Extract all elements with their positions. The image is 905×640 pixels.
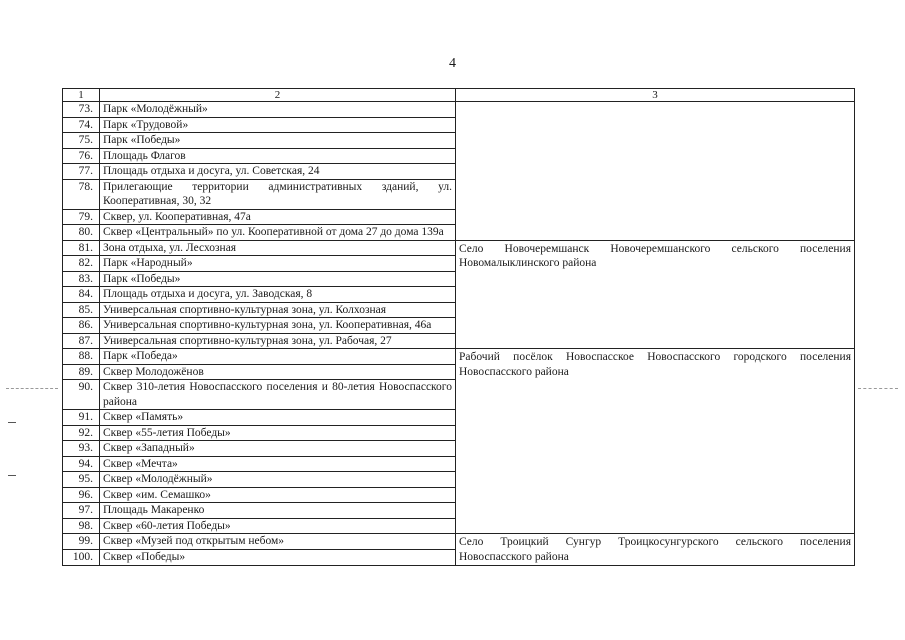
table-row bbox=[63, 240, 855, 256]
row-name: Прилегающие территории административных зданий, ул. Кооперативная, 30, 32 bbox=[100, 179, 456, 209]
row-name: Сквер «Мечта» bbox=[100, 456, 456, 472]
row-number: 85. bbox=[63, 302, 100, 318]
row-number: 91. bbox=[63, 410, 100, 426]
page-number: 4 bbox=[449, 56, 456, 71]
row-number: 98. bbox=[63, 518, 100, 534]
row-number: 96. bbox=[63, 487, 100, 503]
row-name: Универсальная спортивно-культурная зона, ул. Рабочая, 27 bbox=[100, 333, 456, 349]
table-row bbox=[63, 102, 855, 118]
row-name: Парк «Победа» bbox=[100, 349, 456, 365]
row-number: 76. bbox=[63, 148, 100, 164]
row-number: 77. bbox=[63, 164, 100, 180]
row-name: Площадь Флагов bbox=[100, 148, 456, 164]
column-header: 1 bbox=[63, 89, 100, 102]
row-name: Сквер «60-летия Победы» bbox=[100, 518, 456, 534]
row-name: Сквер «Память» bbox=[100, 410, 456, 426]
row-number: 84. bbox=[63, 287, 100, 303]
row-name: Парк «Молодёжный» bbox=[100, 102, 456, 118]
row-number: 80. bbox=[63, 225, 100, 241]
row-number: 97. bbox=[63, 503, 100, 519]
row-name: Сквер «Западный» bbox=[100, 441, 456, 457]
row-name: Сквер «Молодёжный» bbox=[100, 472, 456, 488]
row-number: 75. bbox=[63, 133, 100, 149]
parks-table bbox=[62, 88, 855, 566]
row-number: 87. bbox=[63, 333, 100, 349]
table-header-row bbox=[63, 89, 855, 102]
location-cell-novocheremshansk: Село Новочеремшанск Новочеремшанского сельского поселения Новомалыклинского района bbox=[456, 240, 855, 349]
column-header: 2 bbox=[100, 89, 456, 102]
row-name: Парк «Победы» bbox=[100, 271, 456, 287]
row-number: 100. bbox=[63, 550, 100, 566]
location-cell-novospasskoe: Рабочий посёлок Новоспасское Новоспасского городского поселения Новоспасского района bbox=[456, 349, 855, 534]
location-cell-troitsky-sungur: Село Троицкий Сунгур Троицкосунгурского сельского поселения Новоспасского района bbox=[456, 534, 855, 566]
row-name: Универсальная спортивно-культурная зона, ул. Кооперативная, 46а bbox=[100, 318, 456, 334]
row-number: 73. bbox=[63, 102, 100, 118]
location-cell bbox=[456, 102, 855, 241]
row-name: Сквер «Победы» bbox=[100, 550, 456, 566]
row-name: Площадь отдыха и досуга, ул. Советская, 24 bbox=[100, 164, 456, 180]
row-number: 90. bbox=[63, 380, 100, 410]
row-number: 99. bbox=[63, 534, 100, 550]
row-number: 86. bbox=[63, 318, 100, 334]
row-name: Сквер «Музей под открытым небом» bbox=[100, 534, 456, 550]
row-number: 95. bbox=[63, 472, 100, 488]
row-number: 81. bbox=[63, 240, 100, 256]
table-row bbox=[63, 349, 855, 365]
row-name: Площадь Макаренко bbox=[100, 503, 456, 519]
row-number: 93. bbox=[63, 441, 100, 457]
row-name: Универсальная спортивно-культурная зона, ул. Колхозная bbox=[100, 302, 456, 318]
row-number: 79. bbox=[63, 209, 100, 225]
row-number: 89. bbox=[63, 364, 100, 380]
scan-artifact-mark bbox=[8, 475, 16, 476]
column-header: 3 bbox=[456, 89, 855, 102]
row-number: 94. bbox=[63, 456, 100, 472]
row-name: Сквер 310-летия Новоспасского поселения и 80-летия Новоспасского района bbox=[100, 380, 456, 410]
row-name: Сквер Молодожёнов bbox=[100, 364, 456, 380]
row-name: Парк «Трудовой» bbox=[100, 117, 456, 133]
row-name: Сквер, ул. Кооперативная, 47а bbox=[100, 209, 456, 225]
row-name: Зона отдыха, ул. Лесхозная bbox=[100, 240, 456, 256]
row-name: Парк «Народный» bbox=[100, 256, 456, 272]
row-name: Сквер «им. Семашко» bbox=[100, 487, 456, 503]
row-name: Сквер «55-летия Победы» bbox=[100, 425, 456, 441]
row-number: 88. bbox=[63, 349, 100, 365]
row-name: Парк «Победы» bbox=[100, 133, 456, 149]
row-number: 83. bbox=[63, 271, 100, 287]
table-row bbox=[63, 534, 855, 550]
row-name: Сквер «Центральный» по ул. Кооперативной от дома 27 до дома 139а bbox=[100, 225, 456, 241]
row-number: 74. bbox=[63, 117, 100, 133]
row-number: 78. bbox=[63, 179, 100, 209]
row-name: Площадь отдыха и досуга, ул. Заводская, 8 bbox=[100, 287, 456, 303]
row-number: 82. bbox=[63, 256, 100, 272]
row-number: 92. bbox=[63, 425, 100, 441]
scan-artifact-line bbox=[858, 388, 898, 389]
scan-artifact-mark bbox=[8, 422, 16, 423]
scan-artifact-line bbox=[6, 388, 58, 389]
